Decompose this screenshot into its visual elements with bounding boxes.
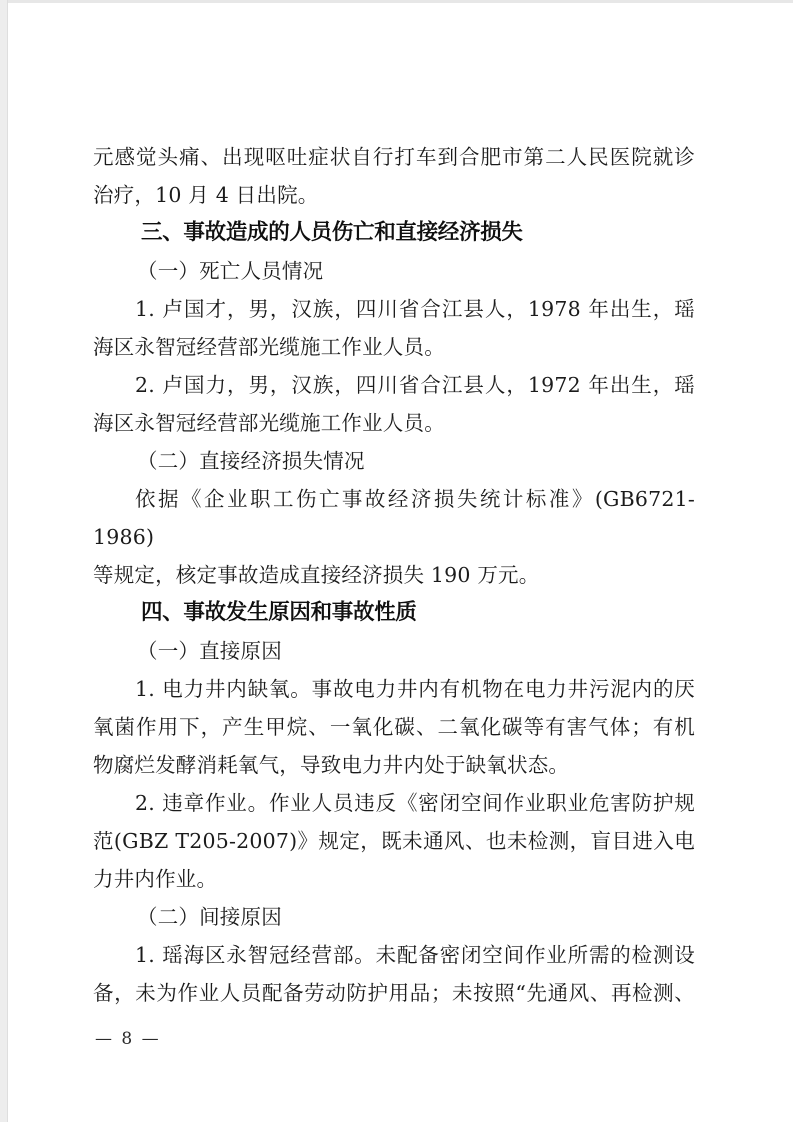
document-body	[93, 138, 695, 1012]
body-text-line: 力井内作业。	[93, 867, 218, 891]
section-heading: 三、事故造成的人员伤亡和直接经济损失	[141, 220, 523, 245]
body-text-line: 海区永智冠经营部光缆施工作业人员。	[93, 411, 445, 435]
body-text-line: 依据《企业职工伤亡事故经济损失统计标准》(GB6721-1986)	[93, 487, 695, 549]
scan-edge-left	[0, 0, 8, 1122]
subsection-heading: （一）死亡人员情况	[137, 259, 324, 283]
body-text-line: 物腐烂发酵消耗氧气，导致电力井内处于缺氧状态。	[93, 753, 570, 777]
body-text-line: 备，未为作业人员配备劳动防护用品；未按照“先通风、再检测、	[93, 981, 695, 1005]
body-text-line: 1. 电力井内缺氧。事故电力井内有机物在电力井污泥内的厌	[135, 677, 695, 701]
body-text-line: 氧菌作用下，产生甲烷、一氧化碳、二氧化碳等有害气体；有机	[93, 715, 695, 739]
body-text-line: 2. 卢国力，男，汉族，四川省合江县人，1972 年出生，瑶	[135, 373, 695, 397]
scan-edge-top	[0, 0, 793, 3]
body-text-line: 海区永智冠经营部光缆施工作业人员。	[93, 335, 445, 359]
subsection-heading: （二）直接经济损失情况	[137, 449, 365, 473]
body-text-line: 元感觉头痛、出现呕吐症状自行打车到合肥市第二人民医院就诊	[93, 145, 695, 169]
body-text-line: 等规定，核定事故造成直接经济损失 190 万元。	[93, 563, 540, 587]
page-number: — 8 —	[95, 1029, 161, 1049]
body-text-line: 2. 违章作业。作业人员违反《密闭空间作业职业危害防护规	[135, 791, 695, 815]
subsection-heading: （一）直接原因	[137, 639, 282, 663]
body-text-line: 1. 卢国才，男，汉族，四川省合江县人，1978 年出生，瑶	[135, 297, 695, 321]
subsection-heading: （二）间接原因	[137, 905, 282, 929]
section-heading: 四、事故发生原因和事故性质	[141, 600, 417, 625]
body-text-line: 1. 瑶海区永智冠经营部。未配备密闭空间作业所需的检测设	[135, 943, 695, 967]
body-text-line: 治疗，10 月 4 日出院。	[93, 183, 319, 207]
body-text-line: 范(GBZ T205-2007)》规定，既未通风、也未检测，盲目进入电	[93, 829, 695, 853]
